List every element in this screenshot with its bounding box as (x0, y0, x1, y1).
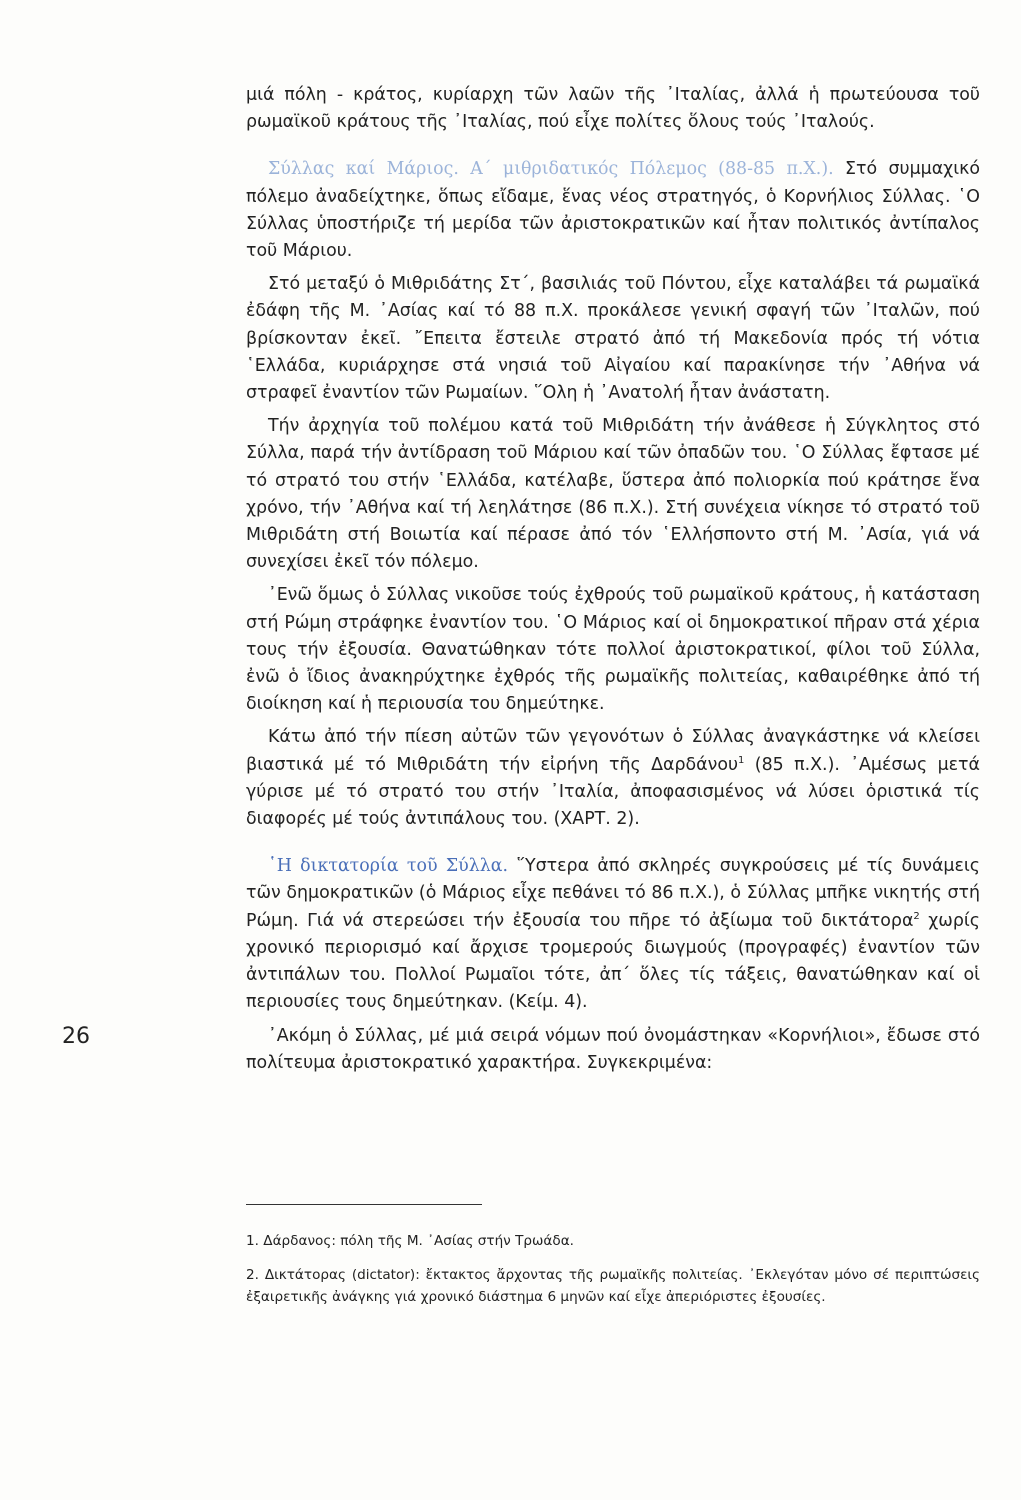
page-number: 26 (62, 1024, 90, 1049)
paragraph-peace-dardanus (246, 724, 980, 833)
footnote-ref-2: 2 (913, 910, 920, 922)
section-heading-sulla-marius: Σύλλας καί Μάριος. Α΄ μιθριδατικός Πόλεμος (88-85 π.Χ.). (268, 159, 834, 180)
paragraph-cornelian-laws: ᾿Ακόμη ὁ Σύλλας, μέ μιά σειρά νόμων πού ὀνομάστηκαν «Κορνήλιοι», ἔδωσε στό πολίτευμα ἀριστοκρατικό χαρακτήρα. Συγκεκριμένα: (246, 1025, 980, 1073)
section-text: Στό συμμαχικό πόλεμο ἀναδείχτηκε, ὅπως εἴδαμε, ἕνας νέος στρατηγός, ὁ Κορνήλιος Σύλλας. ῾Ο Σύλλας ὑποστήριζε τή μερίδα τῶν ἀριστοκρατικῶν καί ἦταν πολιτικός ἀντίπαλος τοῦ Μάριου. (246, 159, 980, 262)
text-part: (85 π.Χ.). ᾿Αμέσως μετά γύρισε μέ τό στρατό του στήν ᾿Ιταλία, ἀποφασισμένος νά λύσει ὁριστικά τίς διαφορές μέ τούς ἀντιπάλους του. (ΧΑΡΤ. 2). (246, 754, 980, 830)
section-sulla-marius (246, 156, 980, 265)
section-heading-dictatorship: ῾Η δικτατορία τοῦ Σύλλα. (268, 856, 509, 877)
footnote-ref-1: 1 (738, 754, 745, 766)
text-part: χωρίς χρονικό περιορισμό καί ἄρχισε τρομερούς διωγμούς (προγραφές) ἐναντίον τῶν ἀντιπάλων του. Πολλοί Ρωμαῖοι τότε, ἀπ΄ ὅλες τίς τάξεις, θανατώθηκαν καί οἱ περιουσίες τους δημεύτηκαν. (Κείμ. 4). (246, 910, 980, 1013)
paragraph-intro: μιά πόλη - κράτος, κυρίαρχη τῶν λαῶν τῆς ᾿Ιταλίας, ἀλλά ἡ πρωτεύουσα τοῦ ρωμαϊκοῦ κράτους τῆς ᾿Ιταλίας, πού εἶχε πολίτες ὅλους τούς ᾿Ιταλούς. (246, 85, 980, 133)
footnote-2: 2. Δικτάτορας (dictator): ἔκτακτος ἄρχοντας τῆς ρωμαϊκῆς πολιτείας. ᾿Εκλεγόταν μόνο σέ περιπτώσεις ἐξαιρετικῆς ἀνάγκης γιά χρονικό διάστημα 6 μηνῶν καί εἶχε ἀπεριόριστες ἐξουσίες. (246, 1267, 980, 1305)
paragraph-mithridates: Στό μεταξύ ὁ Μιθριδάτης Στ΄, βασιλιάς τοῦ Πόντου, εἶχε καταλάβει τά ρωμαϊκά ἐδάφη τῆς Μ. ᾿Ασίας καί τό 88 π.Χ. προκάλεσε γενική σφαγή τῶν ᾿Ιταλῶν, πού βρίσκονταν ἐκεῖ. ῎Επειτα ἔστειλε στρατό ἀπό τή Μακεδονία πρός τή νότια ῾Ελλάδα, κυριάρχησε στά νησιά τοῦ Αἰγαίου καί παρακίνησε τήν ᾿Αθήνα νά στραφεῖ ἐναντίον τῶν Ρωμαίων. ῞Ολη ἡ ᾿Ανατολή ἦταν ἀνάστατη. (246, 274, 980, 404)
footnote-1: 1. Δάρδανος: πόλη τῆς Μ. ᾿Ασίας στήν Τρωάδα. (246, 1233, 574, 1249)
text-part: Κάτω ἀπό τήν πίεση αὐτῶν τῶν γεγονότων ὁ Σύλλας ἀναγκάστηκε νά κλείσει βιαστικά μέ τό Μιθριδάτη τήν εἰρήνη τῆς Δαρδάνου (246, 727, 980, 775)
text-part: ῞Υστερα ἀπό σκληρές συγκρούσεις μέ τίς δυνάμεις τῶν δημοκρατικῶν (ὁ Μάριος εἶχε πεθάνει τό 86 π.Χ.), ὁ Σύλλας μπῆκε νικητής στή Ρώμη. Γιά νά στερεώσει τήν ἐξουσία του πῆρε τό ἀξίωμα τοῦ δικτάτορα (246, 856, 980, 931)
main-text (246, 82, 980, 1083)
paragraph-rome-situation: ᾿Ενῶ ὅμως ὁ Σύλλας νικοῦσε τούς ἐχθρούς τοῦ ρωμαϊκοῦ κράτους, ἡ κατάσταση στή Ρώμη στράφηκε ἐναντίον του. ῾Ο Μάριος καί οἱ δημοκρατικοί πῆραν στά χέρια τους τήν ἐξουσία. Θανατώθηκαν τότε πολλοί ἀριστοκρατικοί, φίλοι τοῦ Σύλλα, ἐνῶ ὁ ἴδιος ἀνακηρύχτηκε ἐχθρός τῆς ρωμαϊκῆς πολιτείας, καθαιρέθηκε ἀπό τή διοίκηση καί ἡ περιουσία του δημεύτηκε. (246, 585, 980, 715)
footnotes (246, 1230, 980, 1320)
paragraph-command: Τήν ἀρχηγία τοῦ πολέμου κατά τοῦ Μιθριδάτη τήν ἀνάθεσε ἡ Σύγκλητος στό Σύλλα, παρά τήν ἀντίδραση τοῦ Μάριου καί τῶν ὀπαδῶν του. ῾Ο Σύλλας ἔφτασε μέ τό στρατό του στήν ῾Ελλάδα, κατέλαβε, ὕστερα ἀπό πολιορκία πού κράτησε ἕνα χρόνο, τήν ᾿Αθήνα καί τή λεηλάτησε (86 π.Χ.). Στή συνέχεια νίκησε τό στρατό τοῦ Μιθριδάτη στή Βοιωτία καί πέρασε ἀπό τόν ῾Ελλήσποντο στή Μ. ᾿Ασία, γιά νά συνεχίσει ἐκεῖ τόν πόλεμο. (246, 416, 980, 573)
footnote-divider (246, 1204, 482, 1205)
section-dictatorship (246, 853, 980, 1016)
